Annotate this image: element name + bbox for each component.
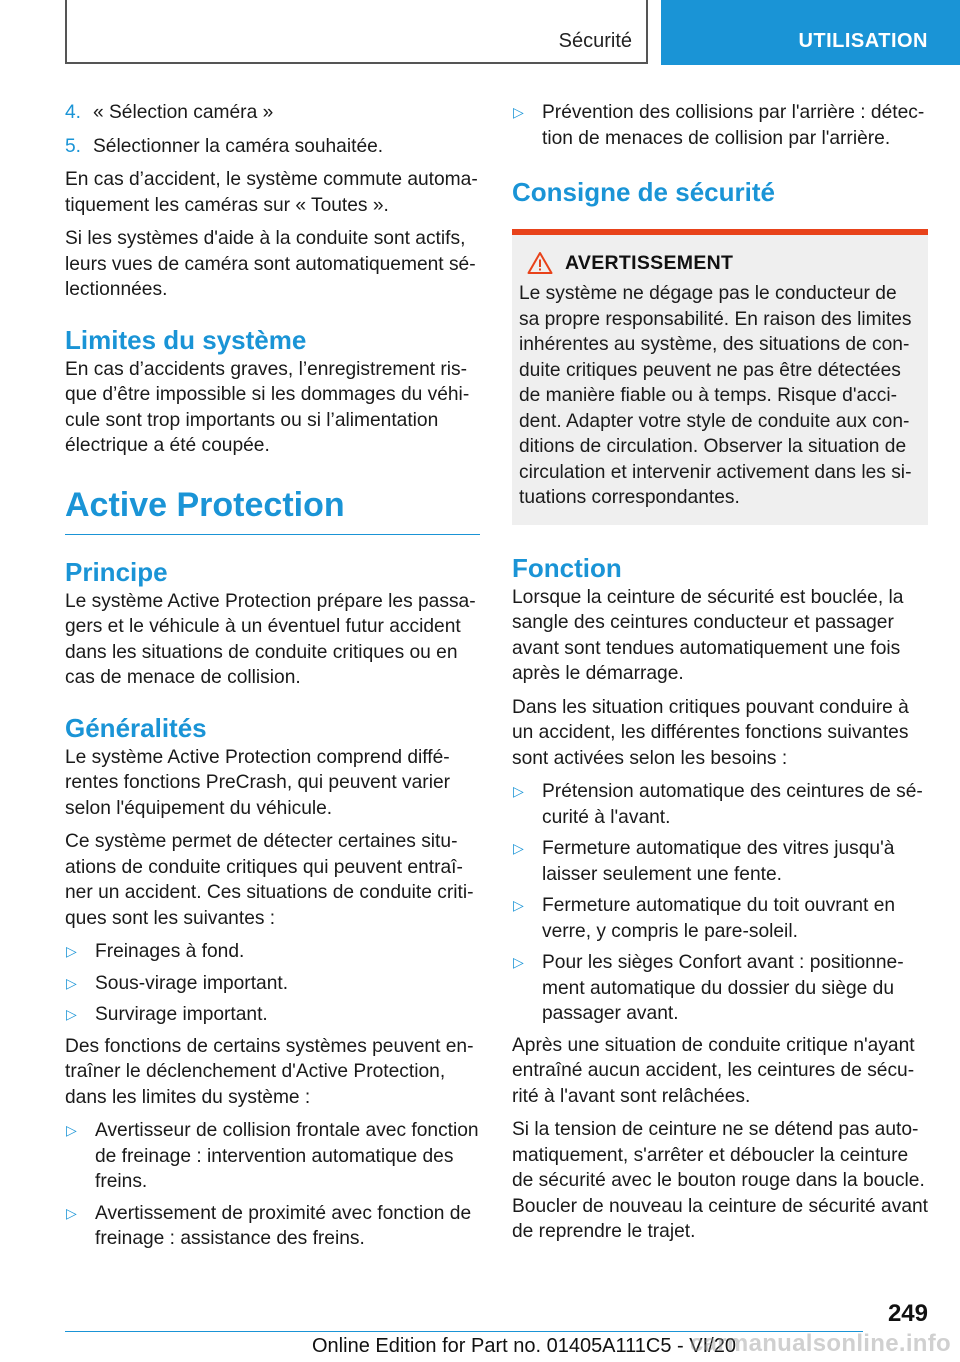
triangle-bullet-icon: ▷ bbox=[513, 783, 524, 799]
list-item bbox=[512, 836, 928, 887]
triangle-bullet-icon: ▷ bbox=[513, 897, 524, 913]
paragraph-principe: Le système Active Protection prépare les passagers et le véhicule à un éventuel futur accident dans les situations de conduite critiques ou en cas de menace de collision. bbox=[65, 590, 476, 688]
list-item bbox=[512, 950, 928, 1027]
heading-consigne: Consigne de sécurité bbox=[512, 177, 775, 207]
header-section-box bbox=[65, 0, 648, 64]
step-text: Sélectionner la caméra souhaitée. bbox=[93, 135, 384, 157]
triangle-bullet-icon: ▷ bbox=[66, 1204, 77, 1221]
paragraph-fonction-2: Dans les situation critiques pouvant conduire à un accident, les différentes fonctions suivantes sont activées selon les besoins : bbox=[512, 696, 909, 769]
list-item-text: Freinages à fond. bbox=[95, 941, 245, 962]
list-item-text: Fermeture automatique des vitres jusqu'à laisser seulement une fente. bbox=[542, 838, 895, 885]
paragraph-fonctions: Des fonctions de certains systèmes peuvent entraîner le déclenchement d'Active Protection, dans les limites du système : bbox=[65, 1035, 474, 1108]
paragraph-accident: En cas d’accident, le système commute automatiquement les caméras sur « Toutes ». bbox=[65, 169, 478, 216]
triangle-bullet-icon: ▷ bbox=[66, 1006, 77, 1022]
paragraph-limites: En cas d’accidents graves, l’enregistrement risque d’être impossible si les dommages du véhicule sont trop importants ou si l’alimentation électrique a été coupée. bbox=[65, 358, 470, 456]
step-number: 5. bbox=[65, 135, 82, 157]
step-item bbox=[65, 100, 480, 126]
step-number: 4. bbox=[65, 102, 82, 123]
triangle-bullet-icon: ▷ bbox=[513, 104, 524, 120]
warning-text: Le système ne dégage pas le conducteur de sa propre responsabilité. En raison des limites inhérentes au système, des situations de conduite critiques peuvent ne pas être détectées de manière fiable ou à temps. Risque d'accident. Adapter votre style de conduite aux conditions de circulation. Observer la situation de circulation et intervenir activement dans les situations correspondantes. bbox=[519, 283, 912, 508]
heading-principe: Principe bbox=[65, 556, 168, 587]
header-chapter-title: UTILISATION bbox=[798, 30, 928, 52]
heading-limites: Limites du système bbox=[65, 324, 307, 355]
paragraph-aide: Si les systèmes d'aide à la conduite sont actifs, leurs vues de caméra sont automatiquement sélectionnées. bbox=[65, 228, 476, 300]
list-item bbox=[65, 1201, 480, 1252]
step-item bbox=[65, 134, 480, 160]
list-item bbox=[512, 100, 928, 151]
list-item-text: Avertissement de proximité avec fonction de freinage : assistance des freins. bbox=[95, 1202, 472, 1249]
warning-title: AVERTISSEMENT bbox=[565, 251, 734, 274]
footer-edition: Online Edition for Part no. 01405A111C5 - VI/20 bbox=[312, 1335, 736, 1357]
heading-fonction: Fonction bbox=[512, 552, 622, 583]
list-item-text: Prétension automatique des ceintures de sécurité à l'avant. bbox=[542, 781, 923, 828]
list-item bbox=[65, 939, 480, 965]
triangle-bullet-icon: ▷ bbox=[513, 954, 524, 970]
list-item bbox=[512, 779, 928, 830]
warning-title-row bbox=[519, 251, 922, 275]
triangle-bullet-icon: ▷ bbox=[66, 943, 77, 959]
watermark: carmanualsonline.info bbox=[690, 1330, 952, 1357]
paragraph-generalites-1: Le système Active Protection comprend différentes fonctions PreCrash, qui peuvent varier selon l'équipement du véhicule. bbox=[65, 746, 451, 819]
triangle-bullet-icon: ▷ bbox=[513, 840, 524, 856]
list-item-text: Pour les sièges Confort avant : positionnement automatique du dossier du siège du passager avant. bbox=[542, 952, 904, 1024]
warning-box bbox=[512, 235, 928, 525]
list-item bbox=[65, 1118, 480, 1195]
list-item-text: Fermeture automatique du toit ouvrant en verre, y compris le pare-soleil. bbox=[542, 895, 896, 942]
triangle-bullet-icon: ▷ bbox=[66, 974, 77, 991]
heading-generalites: Généralités bbox=[65, 712, 207, 743]
list-item bbox=[512, 893, 928, 944]
header-section-title: Sécurité bbox=[558, 30, 632, 52]
list-item-text: Survirage important. bbox=[95, 1004, 268, 1025]
paragraph-fonction-1: Lorsque la ceinture de sécurité est bouclée, la sangle des ceintures conducteur et passager avant sont tendues automatiquement une fois après le démarrage. bbox=[512, 586, 904, 684]
warning-triangle-icon bbox=[527, 251, 553, 275]
paragraph-apres: Après une situation de conduite critique n'ayant entraîné aucun accident, les ceintures de sécurité à l'avant sont relâchées. bbox=[512, 1034, 915, 1107]
list-item bbox=[65, 971, 480, 997]
paragraph-generalites-2: Ce système permet de détecter certaines situations de conduite critiques qui peuvent entraîner un accident. Ces situations de conduite critiques sont les suivantes : bbox=[65, 831, 474, 929]
list-item-text: Avertisseur de collision frontale avec fonction de freinage : intervention automatique des freins. bbox=[95, 1120, 479, 1192]
right-column bbox=[512, 100, 928, 1253]
list-item-text: Sous-virage important. bbox=[95, 972, 289, 994]
step-text: « Sélection caméra » bbox=[93, 102, 274, 123]
heading-active-protection: Active Protection bbox=[65, 483, 480, 535]
header-chapter-tab bbox=[661, 0, 960, 65]
page-number: 249 bbox=[887, 1300, 928, 1327]
paragraph-tension: Si la tension de ceinture ne se détend pas automatiquement, s'arrêter et déboucler la ceinture de sécurité avec le bouton rouge dans la boucle. Boucler de nouveau la ceinture de sécurité avant de reprendre le trajet. bbox=[512, 1119, 928, 1242]
left-column bbox=[65, 100, 480, 1258]
list-item-text: Prévention des collisions par l'arrière : détection de menaces de collision par l'arrière. bbox=[542, 102, 925, 149]
triangle-bullet-icon: ▷ bbox=[66, 1122, 77, 1138]
list-item bbox=[65, 1002, 480, 1028]
